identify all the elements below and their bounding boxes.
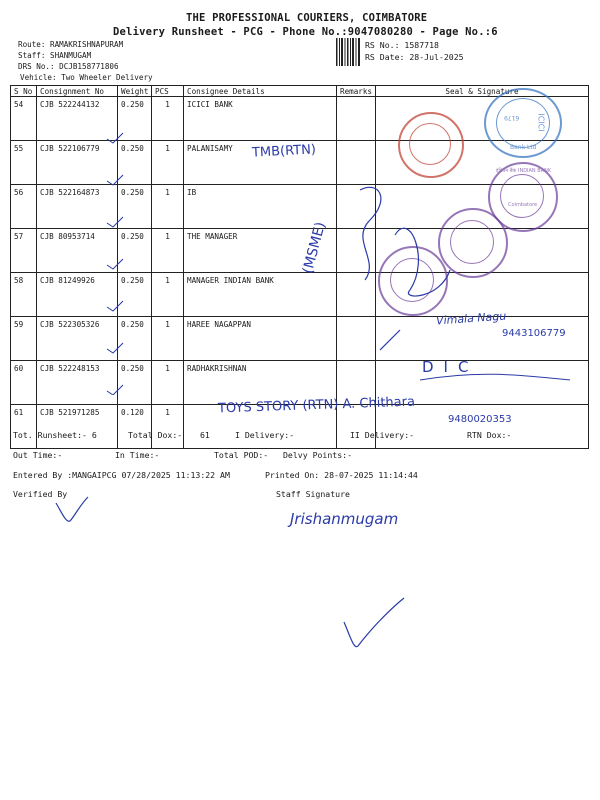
icici-bank-stamp <box>484 88 562 158</box>
cell-weight: 0.250 <box>118 317 152 361</box>
cell-sno: 59 <box>11 317 37 361</box>
cell-pcs: 1 <box>152 317 184 361</box>
handwriting-toys-story: TOYS STORY (RTN) A. Chithara <box>217 394 416 417</box>
column-header-remarks: Remarks <box>337 86 376 97</box>
stamp-indian-bank-text: इंडियन बैंक INDIAN BANK <box>496 168 552 174</box>
cell-sno: 61 <box>11 405 37 449</box>
runsheet-subtitle: Delivery Runsheet - PCG - Phone No.:9047080280 - Page No.:6 <box>113 26 498 38</box>
rs-date: RS Date: 28-Jul-2025 <box>365 52 464 62</box>
column-header-weight: Weight <box>118 86 152 97</box>
cell-weight: 0.120 <box>118 405 152 449</box>
cell-consignment: CJB 521971285 <box>37 405 118 449</box>
cell-weight: 0.250 <box>118 361 152 405</box>
cell-consignment: CJB 522248153 <box>37 361 118 405</box>
vehicle-label: Vehicle: Two Wheeler Delivery <box>20 73 153 82</box>
cell-remarks <box>337 97 376 141</box>
handwriting-phone-2: 9480020353 <box>448 414 512 425</box>
cell-pcs: 1 <box>152 361 184 405</box>
handwriting-dic: DIC <box>422 358 479 376</box>
cell-pcs: 1 <box>152 405 184 449</box>
cell-consignment: CJB 80953714 <box>37 229 118 273</box>
drs-number: DRS No.: DCJB158771806 <box>18 62 119 71</box>
company-title: THE PROFESSIONAL COURIERS, COIMBATORE <box>186 12 428 24</box>
cell-weight: 0.250 <box>118 97 152 141</box>
i-delivery: I Delivery:- <box>235 430 295 440</box>
column-header-seal: Seal & Signature <box>376 86 589 97</box>
cell-consignee: ICICI BANK <box>184 97 337 141</box>
cell-weight: 0.250 <box>118 273 152 317</box>
entered-by: Entered By :MANGAIPCG 07/28/2025 11:13:22 AM <box>13 470 230 480</box>
cell-pcs: 1 <box>152 97 184 141</box>
staff-signature-label: Staff Signature <box>276 489 350 499</box>
cell-consignment: CJB 522164873 <box>37 185 118 229</box>
cell-sno: 57 <box>11 229 37 273</box>
handwriting-tmb-rtn: TMB(RTN) <box>251 142 317 161</box>
stamp-indian-bank-sub: Coimbatore <box>508 202 538 208</box>
handwriting-staff-signature: Jrishanmugam <box>290 510 399 528</box>
total-dox-value: 61 <box>200 430 210 440</box>
cell-consignee: PALANISAMY <box>184 141 337 185</box>
column-header-consignee: Consignee Details <box>184 86 337 97</box>
out-time: Out Time:- <box>13 450 63 460</box>
cell-consignee: IB <box>184 185 337 229</box>
cell-sno: 58 <box>11 273 37 317</box>
delvy-points: Delvy Points:- <box>283 450 353 460</box>
rs-number: RS No.: 1587718 <box>365 40 439 50</box>
cell-consignee: THE MANAGER <box>184 229 337 273</box>
cell-pcs: 1 <box>152 229 184 273</box>
cell-consignment: CJB 522244132 <box>37 97 118 141</box>
bottom-tick-icon <box>338 596 408 652</box>
cell-consignment: CJB 522106779 <box>37 141 118 185</box>
cell-consignee: MANAGER INDIAN BANK <box>184 273 337 317</box>
tot-runsheet: Tot. Runsheet:- 6 <box>13 430 97 440</box>
cell-pcs: 1 <box>152 141 184 185</box>
stamp-icici-num: 6179 <box>504 114 520 121</box>
cell-weight: 0.250 <box>118 141 152 185</box>
cell-consignment: CJB 522305326 <box>37 317 118 361</box>
column-header-sno: S No <box>11 86 37 97</box>
handwriting-phone-1: 9443106779 <box>502 328 566 339</box>
cell-pcs: 1 <box>152 273 184 317</box>
cell-weight: 0.250 <box>118 229 152 273</box>
stamp-icici-side: Bank Ltd <box>510 144 537 151</box>
cell-consignee: RADHAKRISHNAN <box>184 361 337 405</box>
cell-consignment: CJB 81249926 <box>37 273 118 317</box>
barcode-icon <box>336 38 360 66</box>
cell-sno: 55 <box>11 141 37 185</box>
route-label: Route: RAMAKRISHNAPURAM <box>18 40 124 49</box>
total-pod: Total POD:- <box>214 450 269 460</box>
tick-marks <box>105 95 135 395</box>
in-time: In Time:- <box>115 450 160 460</box>
rtn-dox: RTN Dox:- <box>467 430 512 440</box>
handwriting-vimala: Vimala Nagu <box>435 309 507 328</box>
column-header-pcs: PCS <box>152 86 184 97</box>
cell-consignee: HAREE NAGAPPAN <box>184 317 337 361</box>
verified-by-label: Verified By <box>13 489 68 499</box>
column-header-consignment: Consignment No <box>37 86 118 97</box>
stamp-icici-text: ICICI <box>536 113 546 132</box>
cell-sno: 60 <box>11 361 37 405</box>
verified-signature-icon <box>52 495 92 527</box>
cell-pcs: 1 <box>152 185 184 229</box>
ii-delivery: II Delivery:- <box>350 430 415 440</box>
cell-sno: 56 <box>11 185 37 229</box>
cell-sno: 54 <box>11 97 37 141</box>
cell-weight: 0.250 <box>118 185 152 229</box>
cell-seal <box>376 405 589 449</box>
staff-label: Staff: SHANMUGAM <box>18 51 92 60</box>
total-dox-label: Total Dox:- <box>128 430 183 440</box>
handwriting-msme: (MSME) <box>299 220 329 276</box>
printed-on: Printed On: 28-07-2025 11:14:44 <box>265 470 418 480</box>
